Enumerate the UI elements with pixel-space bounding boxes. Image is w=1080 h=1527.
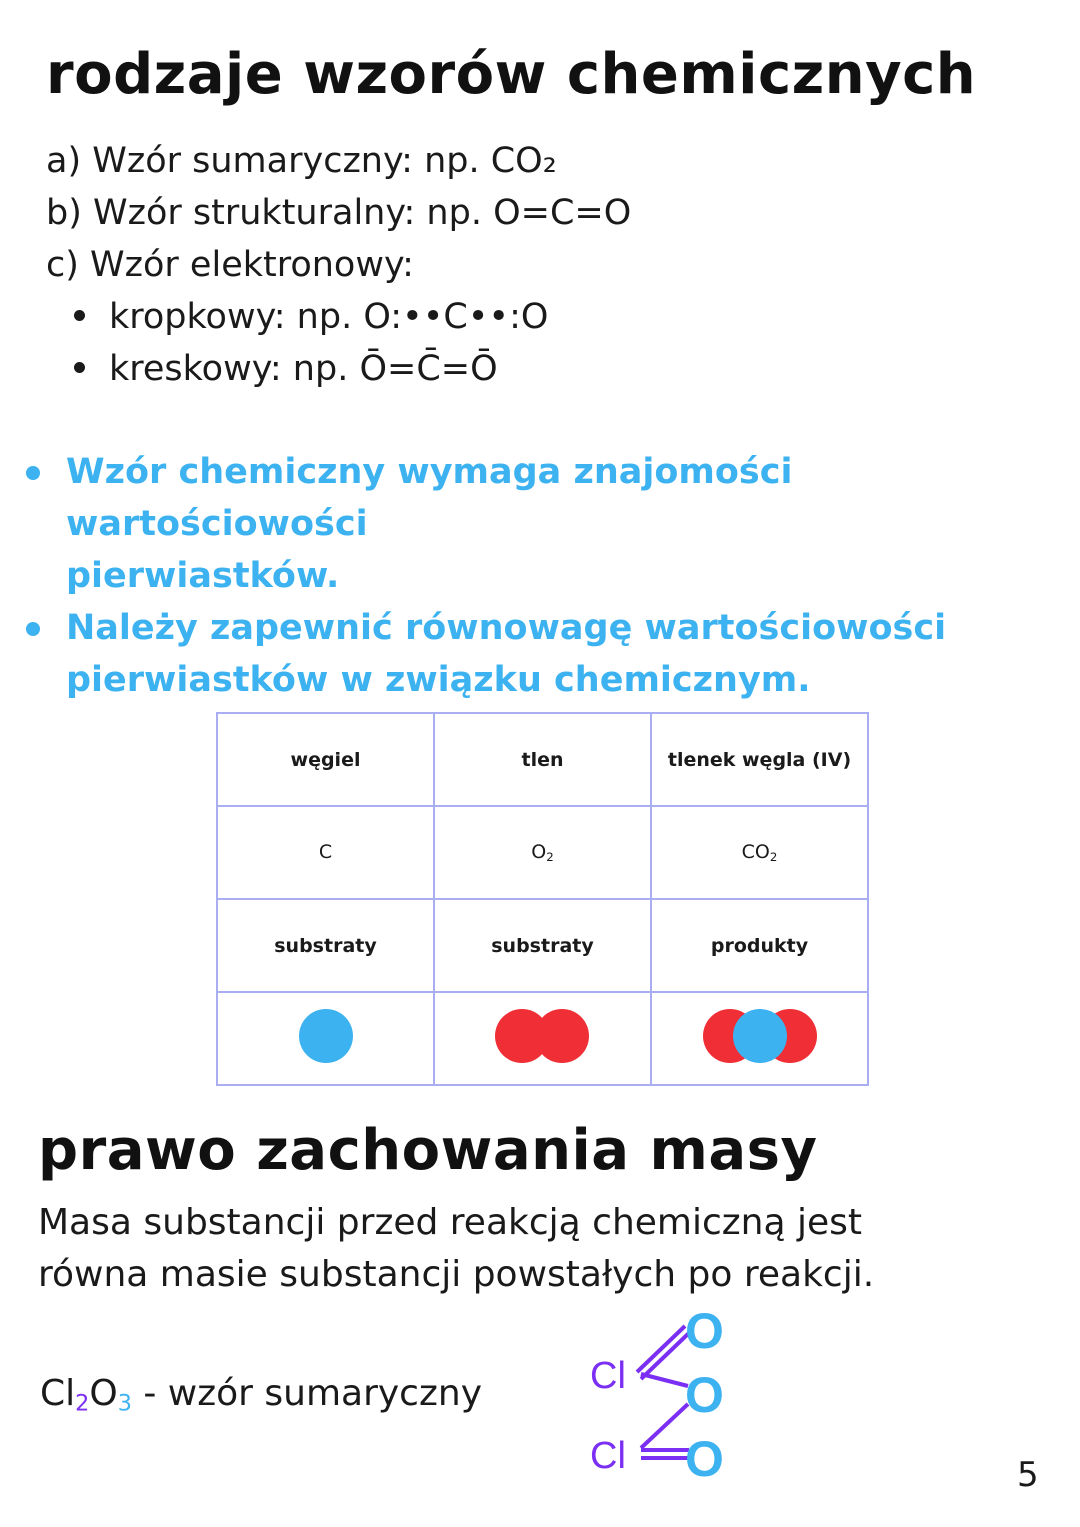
oxygen-molecule-model: [488, 1001, 598, 1071]
list-item-label: c) Wzór elektronowy:: [46, 245, 414, 285]
sub-list-item-label: kropkowy: np.: [109, 297, 364, 337]
formula-description: - wzór sumaryczny: [131, 1373, 482, 1414]
table-header-cell: węgiel: [217, 713, 434, 806]
formula-cell: [651, 806, 868, 899]
table-row-formulas: [217, 806, 868, 899]
carbon-atom-model: [286, 1001, 366, 1071]
formula-types-list: [46, 135, 631, 395]
valence-notes: [26, 446, 1066, 706]
page-number: 5: [1017, 1455, 1039, 1495]
table-header-cell: tlenek węgla (IV): [651, 713, 868, 806]
section-title-mass-conservation: prawo zachowania masy: [38, 1118, 818, 1183]
note-item: [26, 602, 1066, 706]
section-title-formula-types: rodzaje wzorów chemicznych: [46, 42, 977, 107]
note-item: [26, 446, 1066, 602]
list-item-label: b) Wzór strukturalny: np.: [46, 193, 494, 233]
formula-element: O: [89, 1373, 118, 1414]
chemical-bonds: [637, 1326, 689, 1458]
note-line: Wzór chemiczny wymaga znajomości wartościowości: [66, 452, 793, 544]
bullet-icon: [74, 362, 85, 373]
formula-cell: [217, 806, 434, 899]
model-cell: [217, 992, 434, 1085]
table-header-cell: tlen: [434, 713, 651, 806]
chlorine-atom-label: Cl: [590, 1355, 626, 1397]
carbon-atom-icon: [733, 1009, 787, 1063]
formula-subscript: 2: [769, 849, 778, 864]
role-cell: produkty: [651, 899, 868, 992]
mass-conservation-text: [38, 1197, 874, 1301]
list-item-formula: O=C=O: [493, 193, 632, 233]
note-line: Należy zapewnić równowagę wartościowości: [66, 608, 947, 648]
formula-base: C: [318, 841, 333, 864]
formula-element: Cl: [40, 1373, 76, 1414]
reaction-table: [216, 712, 869, 1086]
list-item: [46, 239, 631, 291]
role-cell: substraty: [217, 899, 434, 992]
note-line: pierwiastków.: [66, 556, 340, 596]
list-item: [46, 187, 631, 239]
sub-list-item: [46, 343, 631, 395]
table-row-models: [217, 992, 868, 1085]
oxygen-atom-icon: [535, 1009, 589, 1063]
text-line: równa masie substancji powstałych po reakcji.: [38, 1254, 875, 1295]
model-cell: [434, 992, 651, 1085]
sub-list-item-label: kreskowy: np.: [109, 349, 360, 389]
formula-example: [40, 1368, 482, 1430]
note-line: pierwiastków w związku chemicznym.: [66, 660, 811, 700]
oxygen-atom-label: O: [685, 1367, 724, 1423]
cl2o3-structural-formula: [585, 1300, 755, 1490]
formula-subscript: 2: [546, 849, 554, 864]
bullet-icon: [74, 310, 85, 321]
sub-list-item-formula: O:••C••:O: [363, 297, 549, 337]
model-cell: [651, 992, 868, 1085]
carbon-atom-icon: [299, 1009, 353, 1063]
list-item-formula: CO₂: [490, 141, 557, 181]
list-item: [46, 135, 631, 187]
list-item-label: a) Wzór sumaryczny: np.: [46, 141, 491, 181]
table-row-roles: [217, 899, 868, 992]
oxygen-atom-label: O: [685, 1303, 724, 1359]
carbon-dioxide-model: [690, 1001, 830, 1071]
formula-subscript: 3: [117, 1390, 132, 1417]
formula-base: O: [531, 841, 547, 864]
sub-list-item-formula: Ō=C̄=Ō: [359, 349, 498, 389]
text-line: Masa substancji przed reakcją chemiczną jest: [38, 1202, 863, 1243]
sub-list-item: [46, 291, 631, 343]
formula-cell: [434, 806, 651, 899]
role-cell: substraty: [434, 899, 651, 992]
formula-subscript: 2: [75, 1390, 90, 1417]
formula-base: CO: [741, 841, 770, 864]
chlorine-atom-label: Cl: [590, 1435, 626, 1477]
table-row-names: [217, 713, 868, 806]
oxygen-atom-label: O: [685, 1431, 724, 1487]
